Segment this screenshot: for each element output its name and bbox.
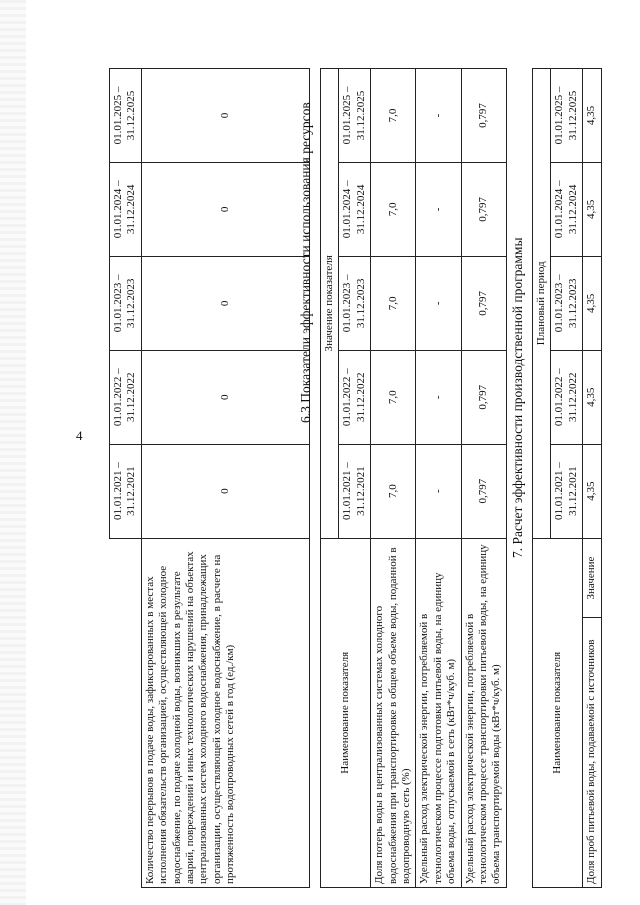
value-cell: 0,797 — [461, 444, 506, 538]
period-header: 01.01.2025 – 31.12.2025 — [551, 69, 583, 163]
section-7-block — [532, 68, 602, 888]
value-cell: 4,35 — [583, 256, 601, 350]
value-cell: 0,797 — [461, 350, 506, 444]
indicator-name: Доля потерь воды в централизованных системах холодного водоснабжения при транспортировке в общем объеме воды, поданной в водопроводную сеть (%) — [371, 538, 416, 887]
table-row — [416, 69, 461, 888]
period-header: 01.01.2021 – 31.12.2021 — [110, 444, 142, 538]
value-cell: - — [416, 350, 461, 444]
value-cell: - — [416, 444, 461, 538]
column-header-group: Плановый период — [533, 69, 551, 539]
program-efficiency-table — [532, 68, 602, 888]
period-header: 01.01.2022 – 31.12.2022 — [110, 350, 142, 444]
indicator-name: Удельный расход электрической энергии, потребляемой в технологическом процессе подготовки питьевой воды, на единицу объема воды, отпускаемой в сеть (кВт*ч/куб. м) — [416, 538, 461, 887]
table1 — [109, 68, 310, 888]
period-header: 01.01.2024 – 31.12.2024 — [339, 162, 371, 256]
indicator-sublabel: Значение — [583, 538, 601, 618]
value-cell: 0 — [141, 162, 309, 256]
value-cell: 0 — [141, 444, 309, 538]
section-7-heading: 7. Расчет эффективности производственной программы — [510, 237, 525, 558]
value-cell: 0 — [141, 69, 309, 163]
period-header: 01.01.2023 – 31.12.2023 — [339, 256, 371, 350]
column-header-group: Значение показателя — [321, 69, 339, 539]
indicator-name: Доля проб питьевой воды, подаваемой с источников — [583, 618, 601, 888]
period-header: 01.01.2025 – 31.12.2025 — [339, 69, 371, 163]
period-header: 01.01.2021 – 31.12.2021 — [551, 444, 583, 538]
value-cell: 0 — [141, 350, 309, 444]
table-header-row — [533, 69, 551, 888]
value-cell: - — [416, 162, 461, 256]
column-header-name: Наименование показателя — [533, 538, 583, 887]
resource-efficiency-table — [320, 68, 507, 888]
value-cell: 7,0 — [371, 256, 416, 350]
period-header: 01.01.2024 – 31.12.2024 — [551, 162, 583, 256]
scan-edge — [0, 0, 26, 905]
value-cell: 0,797 — [461, 69, 506, 163]
value-cell: - — [416, 69, 461, 163]
table-row — [141, 69, 309, 888]
period-header: 01.01.2022 – 31.12.2022 — [551, 350, 583, 444]
period-header: 01.01.2025 – 31.12.2025 — [110, 69, 142, 163]
period-header: 01.01.2022 – 31.12.2022 — [339, 350, 371, 444]
value-cell: 7,0 — [371, 444, 416, 538]
value-cell: 7,0 — [371, 69, 416, 163]
value-cell: - — [416, 256, 461, 350]
value-cell: 0 — [141, 256, 309, 350]
table-row — [371, 69, 416, 888]
value-cell: 7,0 — [371, 350, 416, 444]
indicator-name: Количество перерывов в подаче воды, зафиксированных в местах исполнения обязательств организацией, осуществляющей холодное водоснабжение, по подаче холодной воды, возникших в результате аварий, повреждений и иных технологических нарушений на объектах централизованных систем холодного водоснабжения, принадлежащих организации, осуществляющей холодное водоснабжение, в расчете на протяженность водопроводных сетей в год (ед./км) — [141, 538, 309, 887]
table-header-row — [321, 69, 339, 888]
value-cell: 7,0 — [371, 162, 416, 256]
value-cell: 4,35 — [583, 69, 601, 163]
period-header: 01.01.2023 – 31.12.2023 — [110, 256, 142, 350]
rotated-content — [80, 13, 598, 893]
period-header: 01.01.2023 – 31.12.2023 — [551, 256, 583, 350]
section-6-3-heading: 6.3 Показатели эффективности использования ресурсов — [298, 102, 313, 423]
period-header: 01.01.2021 – 31.12.2021 — [339, 444, 371, 538]
value-cell: 4,35 — [583, 350, 601, 444]
indicator-name: Удельный расход электрической энергии, потребляемой в технологическом процессе транспортировки питьевой воды, на единицу объема транспортируемой воды (кВт*ч/куб. м) — [461, 538, 506, 887]
table1-block — [109, 68, 310, 888]
table-row — [583, 69, 601, 888]
value-cell: 4,35 — [583, 444, 601, 538]
value-cell: 0,797 — [461, 162, 506, 256]
page-number: 4 — [76, 428, 83, 443]
value-cell: 4,35 — [583, 162, 601, 256]
table-header-row — [110, 69, 142, 888]
period-header: 01.01.2024 – 31.12.2024 — [110, 162, 142, 256]
table-row — [461, 69, 506, 888]
value-cell: 0,797 — [461, 256, 506, 350]
column-header-name: Наименование показателя — [321, 538, 371, 887]
section-6-3-block — [320, 68, 507, 888]
